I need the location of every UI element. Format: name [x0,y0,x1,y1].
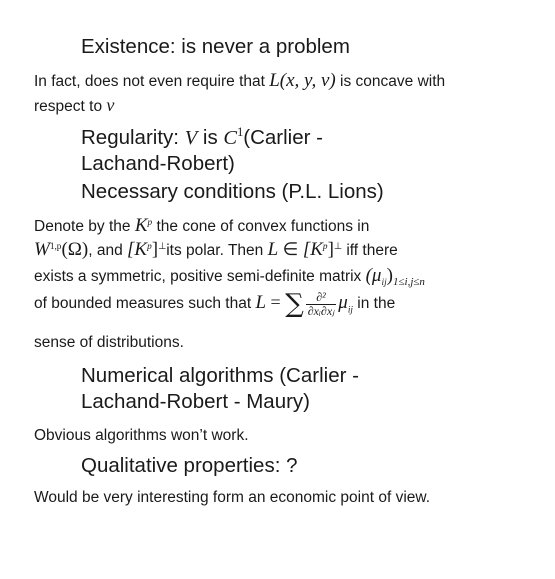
numerical-algorithms-heading: Numerical algorithms (Carlier - [81,364,359,387]
qualitative-text: Would be very interesting form an economic point of view. [34,489,431,506]
second-derivative-fraction: $\frac{\text{∂²}}{\text{∂xᵢ∂xⱼ}}$ [307,290,335,318]
numerical-text: Obvious algorithms won’t work. [34,427,249,444]
existence-text-line1: In fact, does not even require that L(x, y, v) is concave with [34,70,446,91]
necessary-conditions-heading: Necessary conditions (P.L. Lions) [81,180,384,203]
necessary-text-line3: exists a symmetric, positive semi-definite matrix $(\mu_{ij})_{1\le i,j\le n}$ [34,265,425,289]
necessary-text-line4: of bounded measures such that L = ∑ $\frac{\text{∂²}}{\text{∂xᵢ∂xⱼ}}$ $\mu_{ij}$ in the [34,289,396,320]
regularity-heading-line2: Lachand-Robert) [81,152,235,175]
numerical-algorithms-heading-line2: Lachand-Robert - Maury) [81,390,311,413]
regularity-heading: Regularity: V is $C^1(Carlier$ - [81,125,323,149]
existence-text-line2: respect to v [34,95,115,115]
existence-heading: Existence: is never a problem [81,35,350,58]
necessary-text-line2: W$^{1,p}$(Ω), and $[K^p]^\perp its$ polar. Then L ∈ $[K^p]^\perp$ iff there [34,239,398,260]
necessary-text-line1: Denote by the $K^p$ the cone of convex functions in [34,215,370,236]
necessary-text-line5: sense of distributions. [34,334,184,351]
qualitative-properties-heading: Qualitative properties: ? [81,454,298,477]
